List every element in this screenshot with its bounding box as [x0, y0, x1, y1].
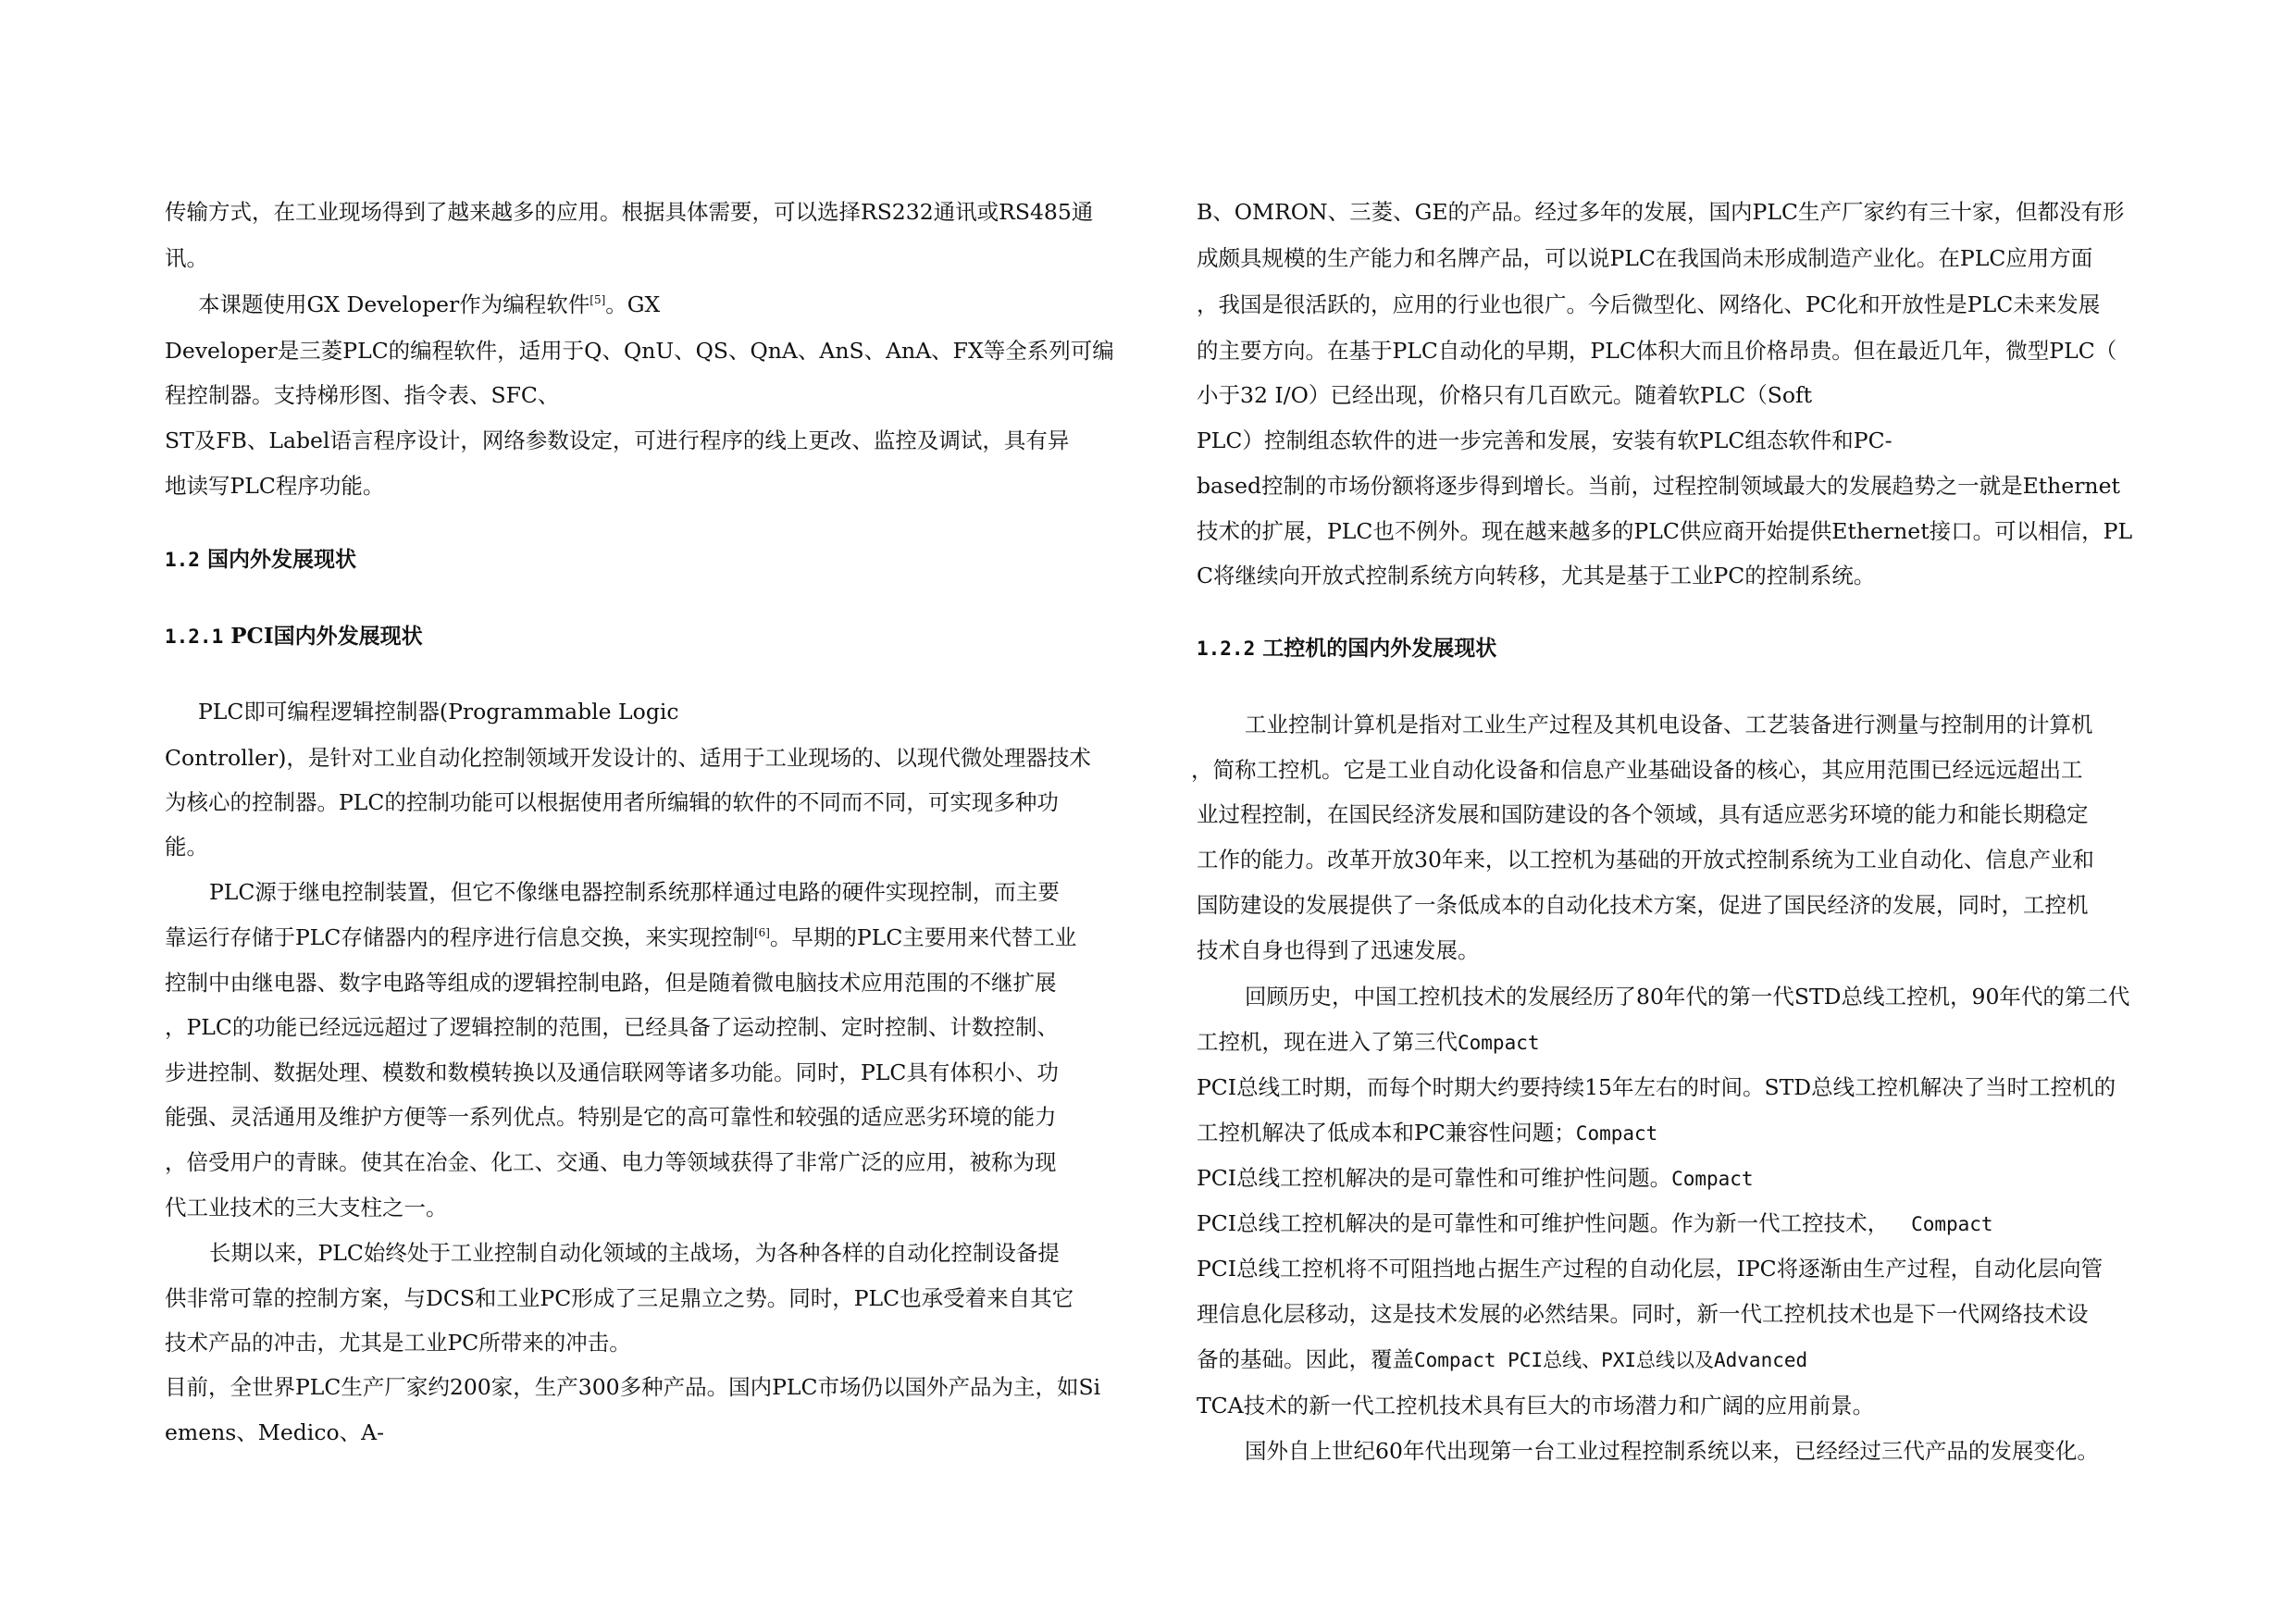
text-line: based控制的市场份额将逐步得到增长。当前，过程控制领域最大的发展趋势之一就是Ethernet	[1197, 473, 2120, 499]
subsection-heading	[1197, 635, 1496, 663]
text-line: B、OMRON、三菱、GE的产品。经过多年的发展，国内PLC生产厂家约有三十家，但都没有形	[1197, 199, 2125, 225]
text-line: PLC源于继电控制装置，但它不像继电器控制系统那样通过电路的硬件实现控制，而主要	[209, 879, 1060, 905]
text-line: 国外自上世纪60年代出现第一台工业过程控制系统以来，已经经过三代产品的发展变化。	[1245, 1438, 2099, 1464]
text-line: 技术的扩展，PLC也不例外。现在越来越多的PLC供应商开始提供Ethernet接口。可以相信，PL	[1197, 518, 2133, 544]
text-line: 控制中由继电器、数字电路等组成的逻辑控制电路，但是随着微电脑技术应用范围的不继扩展	[165, 970, 1057, 996]
text-span: Compact	[1671, 1168, 1754, 1190]
text-line: 成颇具规模的生产能力和名牌产品，可以说PLC在我国尚未形成制造产业化。在PLC应用方面	[1197, 245, 2093, 271]
text-line	[1197, 1345, 1807, 1374]
text-line: 的主要方向。在基于PLC自动化的早期，PLC体积大而且价格昂贵。但在最近几年，微型PLC（	[1197, 338, 2117, 364]
heading-text: PCI国内外发展现状	[230, 624, 423, 649]
text-line: 工作的能力。改革开放30年来，以工控机为基础的开放式控制系统为工业自动化、信息产业和	[1197, 847, 2094, 873]
text-line	[165, 923, 1076, 951]
text-line: ，我国是很活跃的，应用的行业也很广。今后微型化、网络化、PC化和开放性是PLC未来发展	[1197, 291, 2101, 317]
text-line: 传输方式，在工业现场得到了越来越多的应用。根据具体需要，可以选择RS232通讯或RS485通	[165, 199, 1094, 225]
text-line: 程控制器。支持梯形图、指令表、SFC、	[165, 382, 560, 408]
text-line: PCI总线工控机将不可阻挡地占据生产过程的自动化层，IPC将逐渐由生产过程，自动化层向管	[1197, 1256, 2104, 1282]
heading-text: 国内外发展现状	[206, 547, 356, 572]
section-heading	[165, 546, 356, 574]
text-line: 目前，全世界PLC生产厂家约200家，生产300多种产品。国内PLC市场仍以国外产品为主，如Si	[165, 1374, 1101, 1400]
text-line: 为核心的控制器。PLC的控制功能可以根据使用者所编辑的软件的不同而不同，可实现多种功	[165, 789, 1059, 815]
text-line: 长期以来，PLC始终处于工业控制自动化领域的主战场，为各种各样的自动化控制设备提	[209, 1240, 1060, 1266]
text-line: 能强、灵活通用及维护方便等一系列优点。特别是它的高可靠性和较强的适应恶劣环境的能力	[165, 1104, 1057, 1130]
text-line: 小于32 I/O）已经出现，价格只有几百欧元。随着软PLC（Soft	[1197, 382, 1813, 408]
text-line: 业过程控制，在国民经济发展和国防建设的各个领域，具有适应恶劣环境的能力和能长期稳定	[1197, 801, 2089, 827]
subsection-heading	[165, 623, 423, 650]
text-line: 供非常可靠的控制方案，与DCS和工业PC形成了三足鼎立之势。同时，PLC也承受着来自其它	[165, 1285, 1074, 1311]
text-span: 备的基础。因此，覆盖	[1197, 1346, 1414, 1372]
text-span: PCI总线工控机解决的是可靠性和可维护性问题。作为新一代工控技术，	[1197, 1210, 1890, 1236]
text-line	[1197, 1164, 1754, 1193]
text-line	[1197, 1209, 1993, 1238]
heading-number: 1.2	[165, 549, 200, 571]
text-line: PCI总线工时期，而每个时期大约要持续15年左右的时间。STD总线工控机解决了当时工控机的	[1197, 1074, 2116, 1100]
citation-ref: [6]	[753, 926, 770, 939]
text-span: Compact	[1911, 1213, 1993, 1235]
text-line: 回顾历史，中国工控机技术的发展经历了80年代的第一代STD总线工控机，90年代的第二代	[1245, 984, 2130, 1010]
text-line	[1197, 1028, 1540, 1057]
text-line: ，PLC的功能已经远远超过了逻辑控制的范围，已经具备了运动控制、定时控制、计数控制、	[165, 1014, 1059, 1040]
text-line: 步进控制、数据处理、模数和数模转换以及通信联网等诸多功能。同时，PLC具有体积小、功	[165, 1059, 1059, 1085]
text-line: PLC即可编程逻辑控制器(Programmable Logic	[198, 699, 679, 725]
text-line: ，倍受用户的青睐。使其在冶金、化工、交通、电力等领域获得了非常广泛的应用，被称为现	[165, 1149, 1057, 1175]
heading-number: 1.2.2	[1197, 638, 1256, 660]
text-line: 国防建设的发展提供了一条低成本的自动化技术方案，促进了国民经济的发展，同时，工控机	[1197, 892, 2089, 918]
text-line: 讯。	[165, 245, 208, 271]
text-line: 地读写PLC程序功能。	[165, 473, 385, 499]
text-line	[198, 291, 660, 318]
text-line: ST及FB、Label语言程序设计，网络参数设定，可进行程序的线上更改、监控及调试，具有异	[165, 427, 1070, 453]
text-span: 。GX	[605, 291, 661, 317]
text-span: Compact	[1458, 1032, 1540, 1054]
text-span: Compact	[1575, 1122, 1658, 1145]
text-span: 靠运行存储于PLC存储器内的程序进行信息交换，来实现控制	[165, 924, 754, 950]
text-line: 工业控制计算机是指对工业生产过程及其机电设备、工艺装备进行测量与控制用的计算机	[1245, 712, 2093, 737]
text-line: Developer是三菱PLC的编程软件，适用于Q、QnU、QS、QnA、AnS、AnA、FX等全系列可编	[165, 338, 1114, 364]
text-line: ，简称工控机。它是工业自动化设备和信息产业基础设备的核心，其应用范围已经远远超出工	[1191, 757, 2083, 783]
text-span: 工控机解决了低成本和PC兼容性问题；	[1197, 1120, 1576, 1146]
text-line: 代工业技术的三大支柱之一。	[165, 1195, 448, 1220]
text-span: 本课题使用GX Developer作为编程软件	[198, 291, 590, 317]
text-span: PCI总线工控机解决的是可靠性和可维护性问题。	[1197, 1165, 1672, 1191]
text-line: 技术产品的冲击，尤其是工业PC所带来的冲击。	[165, 1330, 631, 1356]
text-span: 。早期的PLC主要用来代替工业	[769, 924, 1077, 950]
text-span: 工控机，现在进入了第三代	[1197, 1029, 1458, 1055]
text-line: TCA技术的新一代工控机技术具有巨大的市场潜力和广阔的应用前景。	[1197, 1393, 1875, 1419]
text-line: C将继续向开放式控制系统方向转移，尤其是基于工业PC的控制系统。	[1197, 563, 1876, 588]
text-line: 技术自身也得到了迅速发展。	[1197, 937, 1480, 963]
text-span: Compact PCI总线、PXI总线以及Advanced	[1414, 1349, 1808, 1371]
text-line: emens、Medico、A-	[165, 1419, 385, 1445]
text-line: Controller)，是针对工业自动化控制领域开发设计的、适用于工业现场的、以现代微处理器技术	[165, 745, 1091, 771]
heading-number: 1.2.1	[165, 626, 224, 648]
text-line: 理信息化层移动，这是技术发展的必然结果。同时，新一代工控机技术也是下一代网络技术设	[1197, 1301, 2089, 1327]
text-line	[1197, 1119, 1657, 1147]
text-line: PLC）控制组态软件的进一步完善和发展，安装有软PLC组态软件和PC-	[1197, 427, 1893, 453]
heading-text: 工控机的国内外发展现状	[1262, 636, 1497, 661]
text-line: 能。	[165, 834, 208, 860]
citation-ref: [5]	[590, 293, 606, 306]
